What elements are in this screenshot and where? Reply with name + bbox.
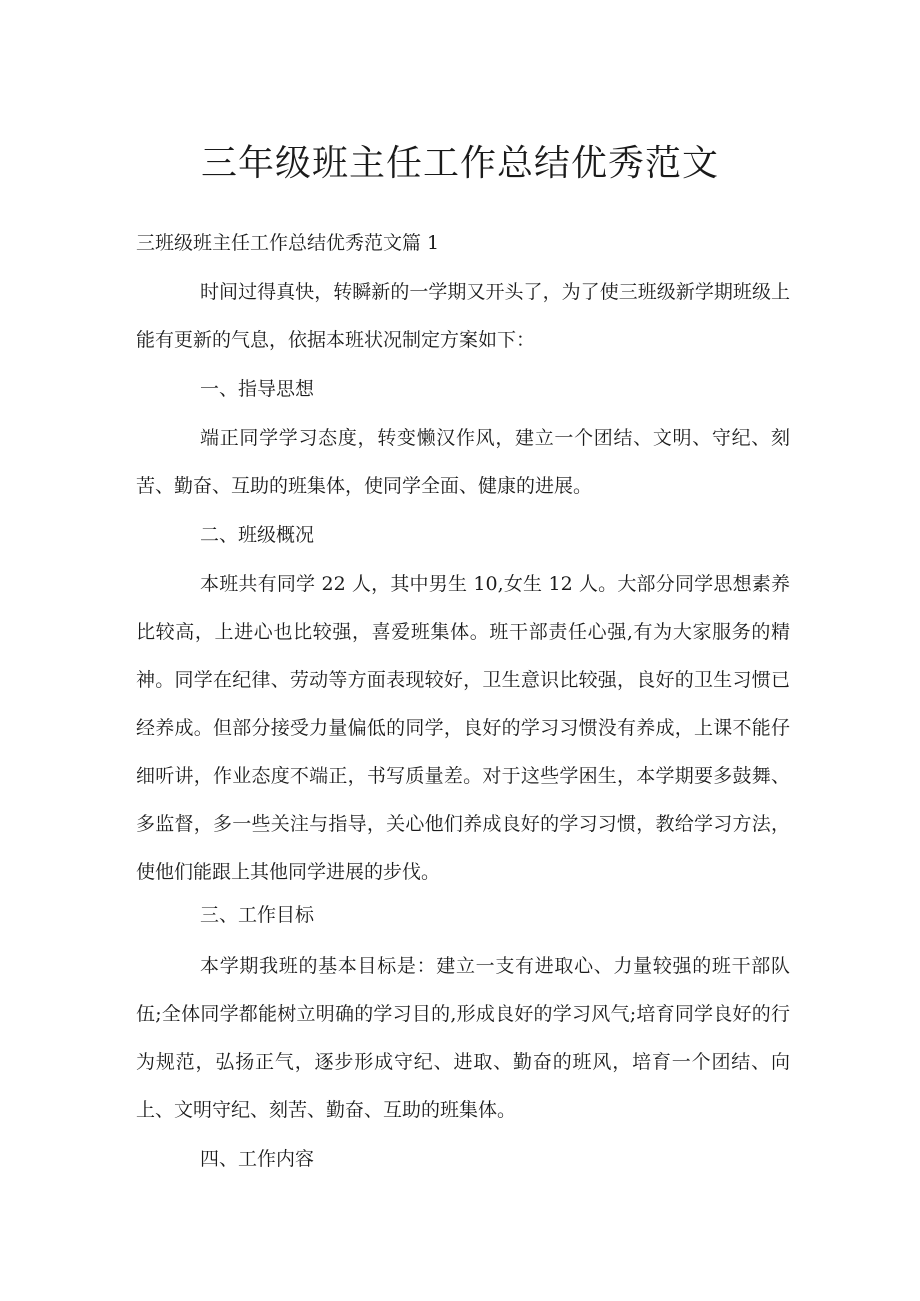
section-2-paragraph: 本班共有同学 22 人，其中男生 10,女生 12 人。大部分同学思想素养比较高，上进心也比较强，喜爱班集体。班干部责任心强,有为大家服务的精神。同学在纪律、劳动等方面表现较好，卫生意识比较强，良好的卫生习惯已经养成。但部分接受力量偏低的同学，良好的学习习惯没有养成，上课不能仔细听讲，作业态度不端正，书写质量差。对于这些学困生，本学期要多鼓舞、多监督，多一些关注与指导，关心他们养成良好的学习习惯，教给学习方法，使他们能跟上其他同学进展的步伐。 xyxy=(136,573,790,883)
section-2-block xyxy=(136,560,790,896)
intro-paragraph: 时间过得真快，转瞬新的一学期又开头了，为了使三班级新学期班级上能有更新的气息，依据本班状况制定方案如下： xyxy=(136,281,790,351)
section-heading-4: 四、工作内容 xyxy=(200,1148,315,1170)
section-3-block xyxy=(136,942,790,1134)
section-1-block xyxy=(136,414,790,510)
section-heading-3: 三、工作目标 xyxy=(200,904,315,926)
section-1-paragraph: 端正同学学习态度，转变懒汉作风，建立一个团结、文明、守纪、刻苦、勤奋、互助的班集体，使同学全面、健康的进展。 xyxy=(136,427,790,497)
intro-paragraph-block xyxy=(136,268,790,364)
document-title: 三年级班主任工作总结优秀范文 xyxy=(200,143,719,184)
section-3-paragraph: 本学期我班的基本目标是：建立一支有进取心、力量较强的班干部队伍;全体同学都能树立明确的学习目的,形成良好的学习风气;培育同学良好的行为规范，弘扬正气，逐步形成守纪、进取、勤奋的班风，培育一个团结、向上、文明守纪、刻苦、勤奋、互助的班集体。 xyxy=(136,955,790,1121)
section-heading-1: 一、指导思想 xyxy=(200,378,315,400)
document-subtitle: 三班级班主任工作总结优秀范文篇 1 xyxy=(136,232,440,254)
section-heading-2: 二、班级概况 xyxy=(200,524,315,546)
